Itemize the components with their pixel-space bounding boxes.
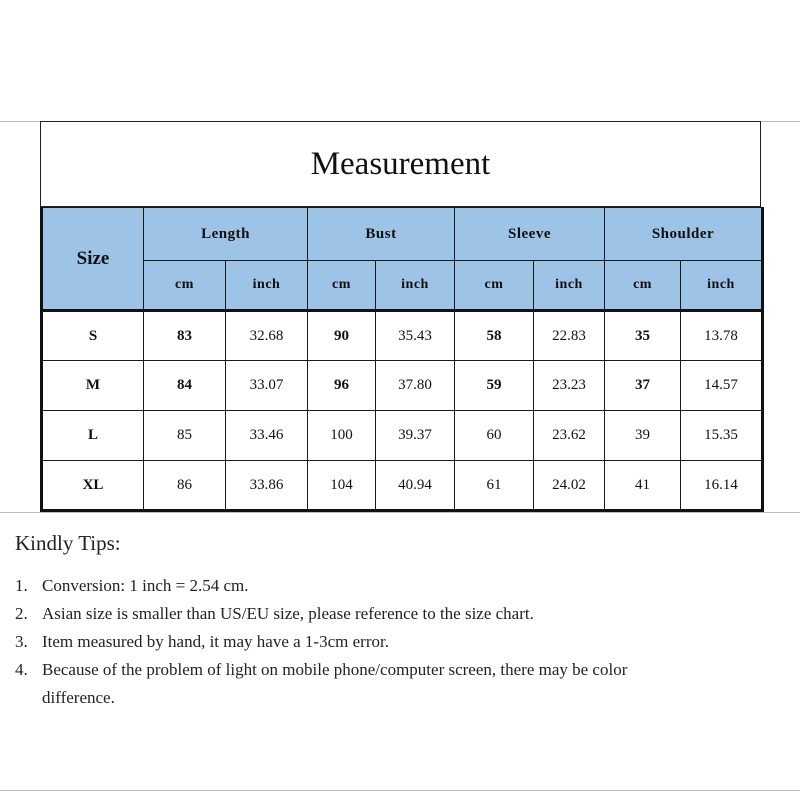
size-cell: XL	[42, 461, 144, 511]
table-row	[42, 411, 763, 461]
tip-item: 2. Asian size is smaller than US/EU size, please reference to the size chart.	[15, 600, 675, 628]
length-cm-cell: 86	[144, 461, 226, 511]
bust-cm-cell: 96	[308, 361, 376, 411]
bust-inch-cell: 37.80	[376, 361, 455, 411]
length-inch-cell: 32.68	[226, 311, 308, 361]
shoulder-inch-header: inch	[681, 261, 763, 311]
sleeve-inch-cell: 23.62	[534, 411, 605, 461]
bust-inch-header: inch	[376, 261, 455, 311]
measurement-title: Measurement	[40, 121, 761, 207]
sleeve-cm-cell: 58	[455, 311, 534, 361]
size-chart-table	[40, 207, 764, 512]
middle-divider	[0, 512, 800, 513]
shoulder-cm-cell: 39	[605, 411, 681, 461]
size-cell: M	[42, 361, 144, 411]
size-cell: S	[42, 311, 144, 361]
length-cm-cell: 83	[144, 311, 226, 361]
length-inch-cell: 33.46	[226, 411, 308, 461]
sleeve-cm-cell: 60	[455, 411, 534, 461]
bust-inch-cell: 39.37	[376, 411, 455, 461]
bust-inch-cell: 35.43	[376, 311, 455, 361]
shoulder-inch-cell: 14.57	[681, 361, 763, 411]
size-header: Size	[42, 208, 144, 311]
length-cm-header: cm	[144, 261, 226, 311]
shoulder-inch-cell: 13.78	[681, 311, 763, 361]
shoulder-inch-cell: 16.14	[681, 461, 763, 511]
tip-item: 4. Because of the problem of light on mobile phone/computer screen, there may be color difference.	[15, 656, 675, 712]
table-row	[42, 461, 763, 511]
length-inch-cell: 33.86	[226, 461, 308, 511]
tip-item: 1. Conversion: 1 inch = 2.54 cm.	[15, 572, 675, 600]
shoulder-cm-cell: 35	[605, 311, 681, 361]
shoulder-cm-cell: 37	[605, 361, 681, 411]
sleeve-inch-cell: 24.02	[534, 461, 605, 511]
sleeve-cm-cell: 61	[455, 461, 534, 511]
bust-header: Bust	[308, 208, 455, 261]
sleeve-inch-cell: 23.23	[534, 361, 605, 411]
length-inch-header: inch	[226, 261, 308, 311]
tips-title: Kindly Tips:	[15, 531, 121, 555]
bust-cm-cell: 100	[308, 411, 376, 461]
shoulder-cm-cell: 41	[605, 461, 681, 511]
sleeve-inch-header: inch	[534, 261, 605, 311]
sleeve-inch-cell: 22.83	[534, 311, 605, 361]
bust-cm-cell: 104	[308, 461, 376, 511]
sleeve-header: Sleeve	[455, 208, 605, 261]
bust-cm-header: cm	[308, 261, 376, 311]
length-header: Length	[144, 208, 308, 261]
tip-item: 3. Item measured by hand, it may have a 1-3cm error.	[15, 628, 675, 656]
tip-text: Asian size is smaller than US/EU size, please reference to the size chart.	[42, 604, 534, 623]
length-inch-cell: 33.07	[226, 361, 308, 411]
sleeve-cm-cell: 59	[455, 361, 534, 411]
shoulder-cm-header: cm	[605, 261, 681, 311]
length-cm-cell: 85	[144, 411, 226, 461]
tip-text: Item measured by hand, it may have a 1-3cm error.	[42, 632, 389, 651]
bust-cm-cell: 90	[308, 311, 376, 361]
table-row	[42, 311, 763, 361]
tip-text: Conversion: 1 inch = 2.54 cm.	[42, 576, 249, 595]
shoulder-header: Shoulder	[605, 208, 763, 261]
tip-text: Because of the problem of light on mobile phone/computer screen, there may be color difference.	[42, 660, 628, 707]
table-row	[42, 361, 763, 411]
tips-list	[15, 572, 675, 712]
shoulder-inch-cell: 15.35	[681, 411, 763, 461]
length-cm-cell: 84	[144, 361, 226, 411]
size-cell: L	[42, 411, 144, 461]
sleeve-cm-header: cm	[455, 261, 534, 311]
bottom-divider	[0, 790, 800, 791]
bust-inch-cell: 40.94	[376, 461, 455, 511]
